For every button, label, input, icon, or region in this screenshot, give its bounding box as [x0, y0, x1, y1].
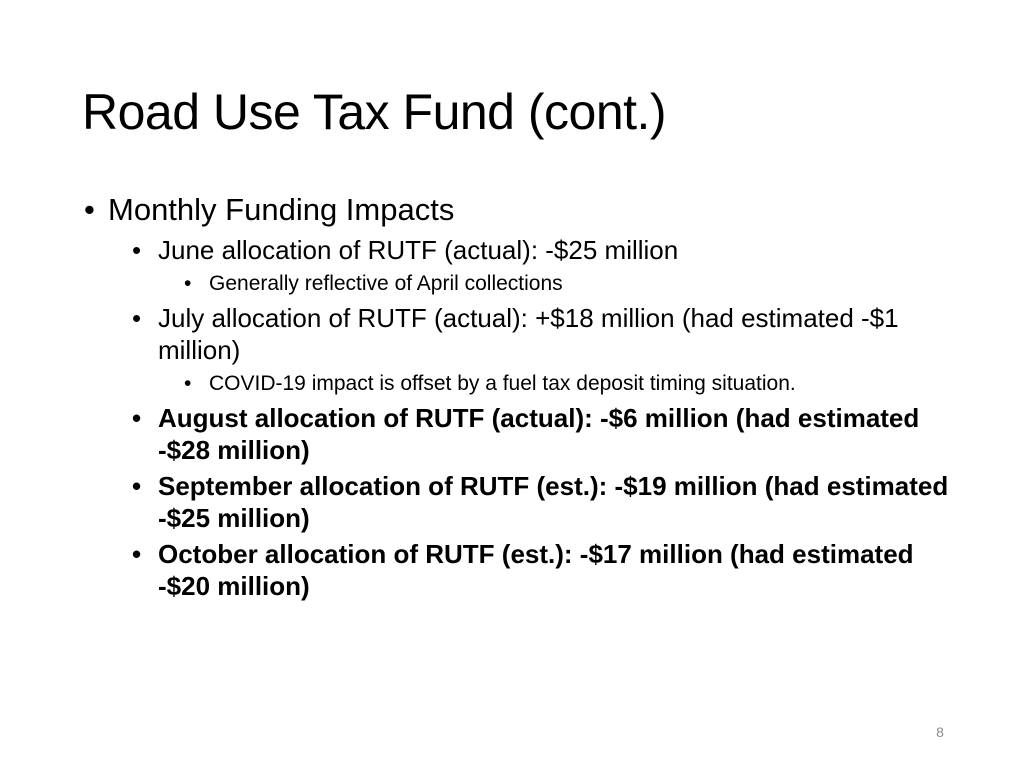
bullet-icon: • — [184, 272, 192, 295]
bullet-icon: • — [184, 372, 192, 395]
bullet-october-text: October allocation of RUTF (est.): -$17 million (had estimated -$20 million) — [158, 539, 914, 601]
bullet-june-note — [184, 270, 964, 298]
bullet-october — [132, 538, 964, 602]
bullet-heading — [84, 190, 964, 230]
bullet-june-note-text: Generally reflective of April collections — [209, 272, 563, 295]
bullet-june-text: June allocation of RUTF (actual): -$25 million — [158, 235, 679, 265]
bullet-july — [132, 302, 964, 366]
bullet-icon: • — [84, 192, 95, 227]
bullet-icon: • — [132, 471, 142, 501]
bullet-icon: • — [132, 235, 142, 265]
bullet-september-text: September allocation of RUTF (est.): -$19 million (had estimated -$25 million) — [158, 471, 949, 533]
slide-title: Road Use Tax Fund (cont.) — [82, 84, 667, 140]
page-number: 8 — [936, 724, 944, 740]
bullet-list — [84, 190, 964, 602]
bullet-june — [132, 234, 964, 266]
bullet-september — [132, 470, 964, 534]
bullet-july-text: July allocation of RUTF (actual): +$18 million (had estimated -$1 million) — [158, 303, 899, 365]
bullet-july-note — [184, 370, 964, 398]
bullet-july-note-text: COVID-19 impact is offset by a fuel tax deposit timing situation. — [209, 372, 796, 395]
bullet-august-text: August allocation of RUTF (actual): -$6 million (had estimated -$28 million) — [158, 403, 920, 465]
bullet-august — [132, 402, 964, 466]
bullet-icon: • — [132, 303, 142, 333]
bullet-heading-text: Monthly Funding Impacts — [108, 192, 455, 227]
bullet-icon: • — [132, 539, 142, 569]
bullet-icon: • — [132, 403, 142, 433]
